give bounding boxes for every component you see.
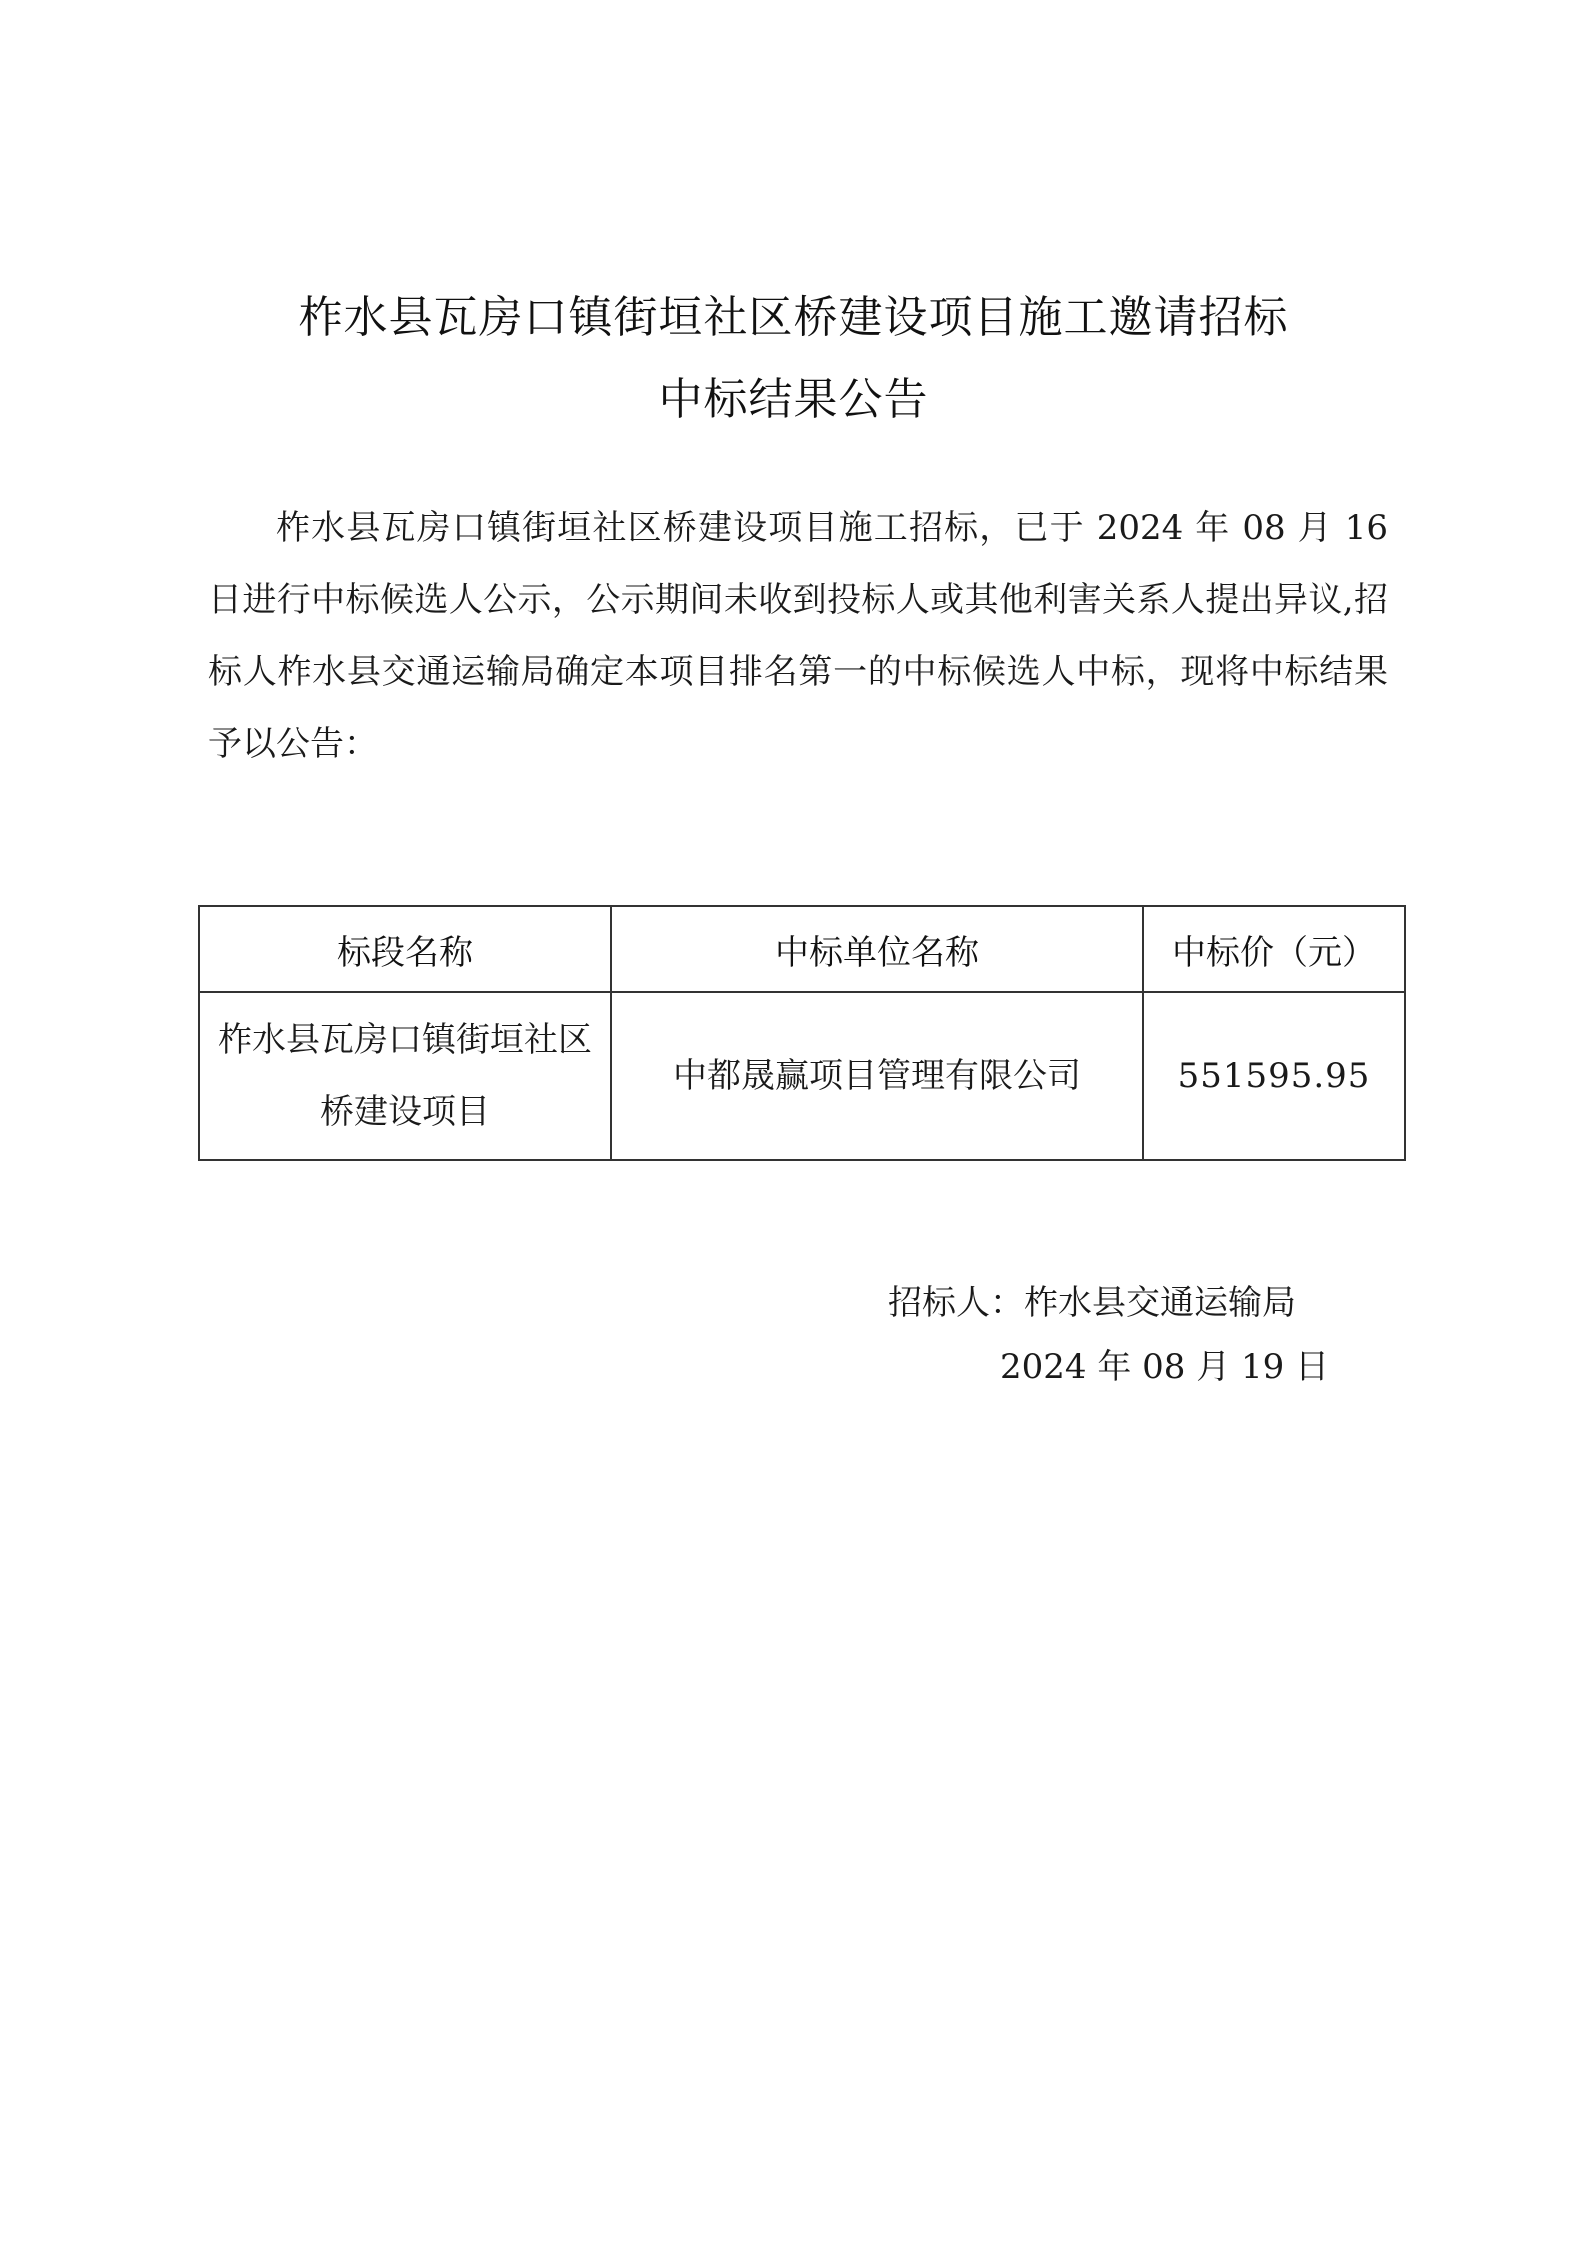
page-title: 柞水县瓦房口镇街垣社区桥建设项目施工邀请招标 [298,292,1289,343]
date-line: 2024 年 08 月 19 日 [1000,1347,1330,1387]
page-subtitle: 中标结果公告 [658,374,929,425]
table-header-row [199,906,1405,992]
result-table [198,905,1406,1161]
announcement-body: 柞水县瓦房口镇街垣社区桥建设项目施工招标，已于 2024 年 08 月 16 日进行中标候选人公示，公示期间未收到投标人或其他利害关系人提出异议,招标人柞水县交通运输局确定本项目排名第一的中标候选人中标，现将中标结果予以公告： [208,508,1388,764]
signer-line: 招标人：柞水县交通运输局 [888,1283,1296,1323]
table-row [199,992,1405,1160]
cell-winner-name: 中都晟赢项目管理有限公司 [611,992,1143,1160]
cell-price: 551595.95 [1143,992,1405,1160]
header-winner-name: 中标单位名称 [611,906,1143,992]
header-price: 中标价（元） [1143,906,1405,992]
cell-section-name: 柞水县瓦房口镇街垣社区桥建设项目 [199,992,611,1160]
header-section-name: 标段名称 [199,906,611,992]
